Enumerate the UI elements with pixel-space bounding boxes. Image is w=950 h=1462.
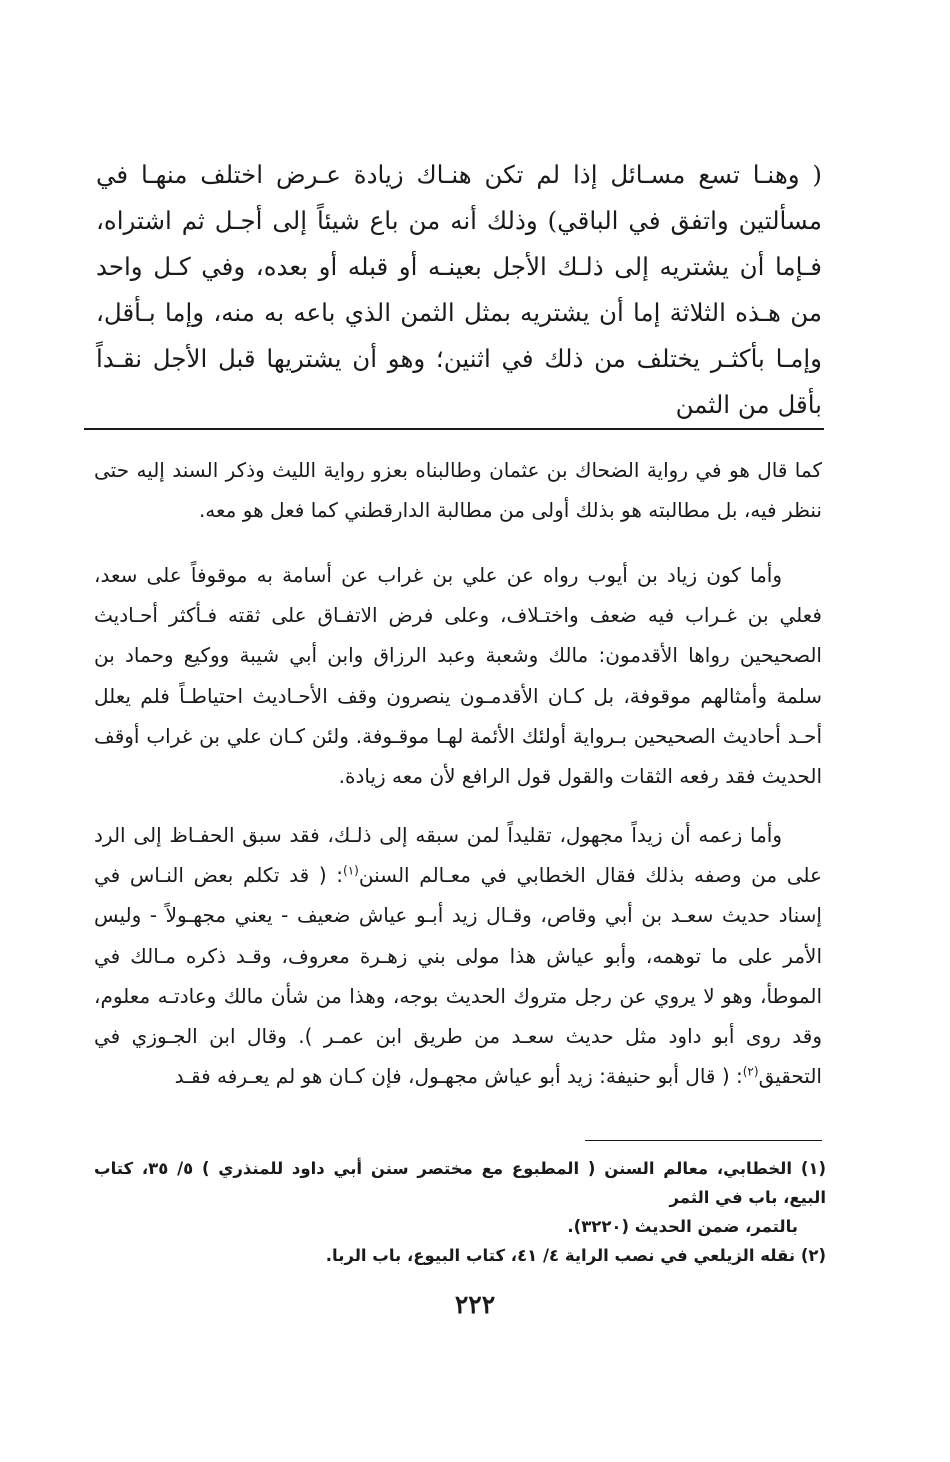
paragraph-text: وأما كون زياد بن أيوب رواه عن علي بن غراب عن أسامة به موقوفاً على سعد، فعلي بن غـراب فيه ضعف واختـلاف، وعلى فرض الاتفـاق على ثقته فـأكثر أحـاديث الصحيحين رواها الأقدمون: مالك وشعبة وعبد الرزاق وابن أبي شيبة ووكيع وحماد بن سلمة وأمثالهم موقوفة، بل كـان الأقدمـون ينصرون وقف الأحـاديث احتياطـاً فلم يعلل أحـد أحاديث الصحيحين بـرواية أولئك الأئمة لهـا موقـوفة. ولئن كـان علي بن غراب أوقف الحديث فقد رفعه الثقات والقول قول الرافع لأن معه زيادة. (94, 563, 822, 789)
footnote-divider (585, 1140, 822, 1141)
footnote-text: الخطابي، معالم السنن ( المطبوع مع مختصر سنن أبي داود للمنذري ) ٥/ ٣٥، كتاب البيع، باب في الثمر (94, 1159, 826, 1207)
commentary-paragraph-3 (94, 815, 822, 1096)
footnotes (94, 1154, 826, 1270)
paragraph-text-part-c: : ( قال أبو حنيفة: زيد أبو عياش مجهـول، فإن كـان هو لم يعـرفه فقـد (174, 1064, 743, 1089)
footnote-1 (94, 1154, 826, 1241)
paragraph-text-part-a: وأما زعمه أن زيداً مجهول، تقليداً لمن سبقه إلى ذلـك، فقد سبق الحفـاظ إلى الرد على من وصفه بذلك فقال الخطابي في معـالم السنن (94, 823, 822, 888)
footnote-number: (٢) (800, 1246, 826, 1265)
commentary-paragraph-2 (94, 555, 822, 796)
footnote-ref-1[interactable]: (١) (343, 863, 359, 878)
footnote-2 (94, 1241, 826, 1270)
commentary-carryover (94, 450, 822, 530)
footnote-number: (١) (800, 1159, 826, 1178)
quoted-text-block (96, 152, 822, 428)
page-number: ٢٢٢ (454, 1290, 496, 1319)
footnote-continuation: بالتمر، ضمن الحديث (٣٢٢٠). (567, 1217, 798, 1236)
section-divider (84, 428, 824, 430)
footnote-ref-2[interactable]: (٢) (742, 1064, 759, 1079)
paragraph-text (94, 815, 822, 1096)
paragraph-text-part-b: : ( قد تكلم بعض النـاس في إسناد حديث سعـد بن أبي وقاص، وقـال زيد أبـو عياش ضعيف - يعني مجهـولاً - وليس الأمر على ما توهمه، وأبو عياش هذا مولى بني زهـرة معروف، وقـد ذكره مـالك في الموطأ، وهو لا يروي عن رجل متروك الحديث بوجه، وهذا من شأن مالك وعادتـه معلوم، وقد روى أبو داود مثل حديث سعـد من طريق ابن عمـر ). وقال ابن الجـوزي في التحقيق (94, 863, 822, 1089)
carryover-text: كما قال هو في رواية الضحاك بن عثمان وطالبناه بعزو رواية الليث وذكر السند إليه حتى ننظر فيه، بل مطالبته هو بذلك أولى من مطالبة الدارقطني كما فعل هو معه. (94, 458, 822, 522)
footnote-text: نقله الزيلعي في نصب الراية ٤/ ٤١، كتاب البيوع، باب الربا. (325, 1246, 796, 1265)
quoted-text: ( وهنـا تسع مسـائل إذا لم تكن هنـاك زيادة عـرض اختلف منهـا في مسألتين واتفق في الباقي) وذلك أنه من باع شيئاً إلى أجـل ثم اشتراه، فـإما أن يشتريه إلى ذلـك الأجل بعينـه أو قبله أو بعده، وفي كـل واحد من هـذه الثلاثة إما أن يشتريه بمثل الثمن الذي باعه به منه، وإما بـأقل، وإمـا بأكثـر يختلف من ذلك في اثنين؛ وهو أن يشتريها قبل الأجل نقـداً بأقل من الثمن (96, 160, 822, 419)
